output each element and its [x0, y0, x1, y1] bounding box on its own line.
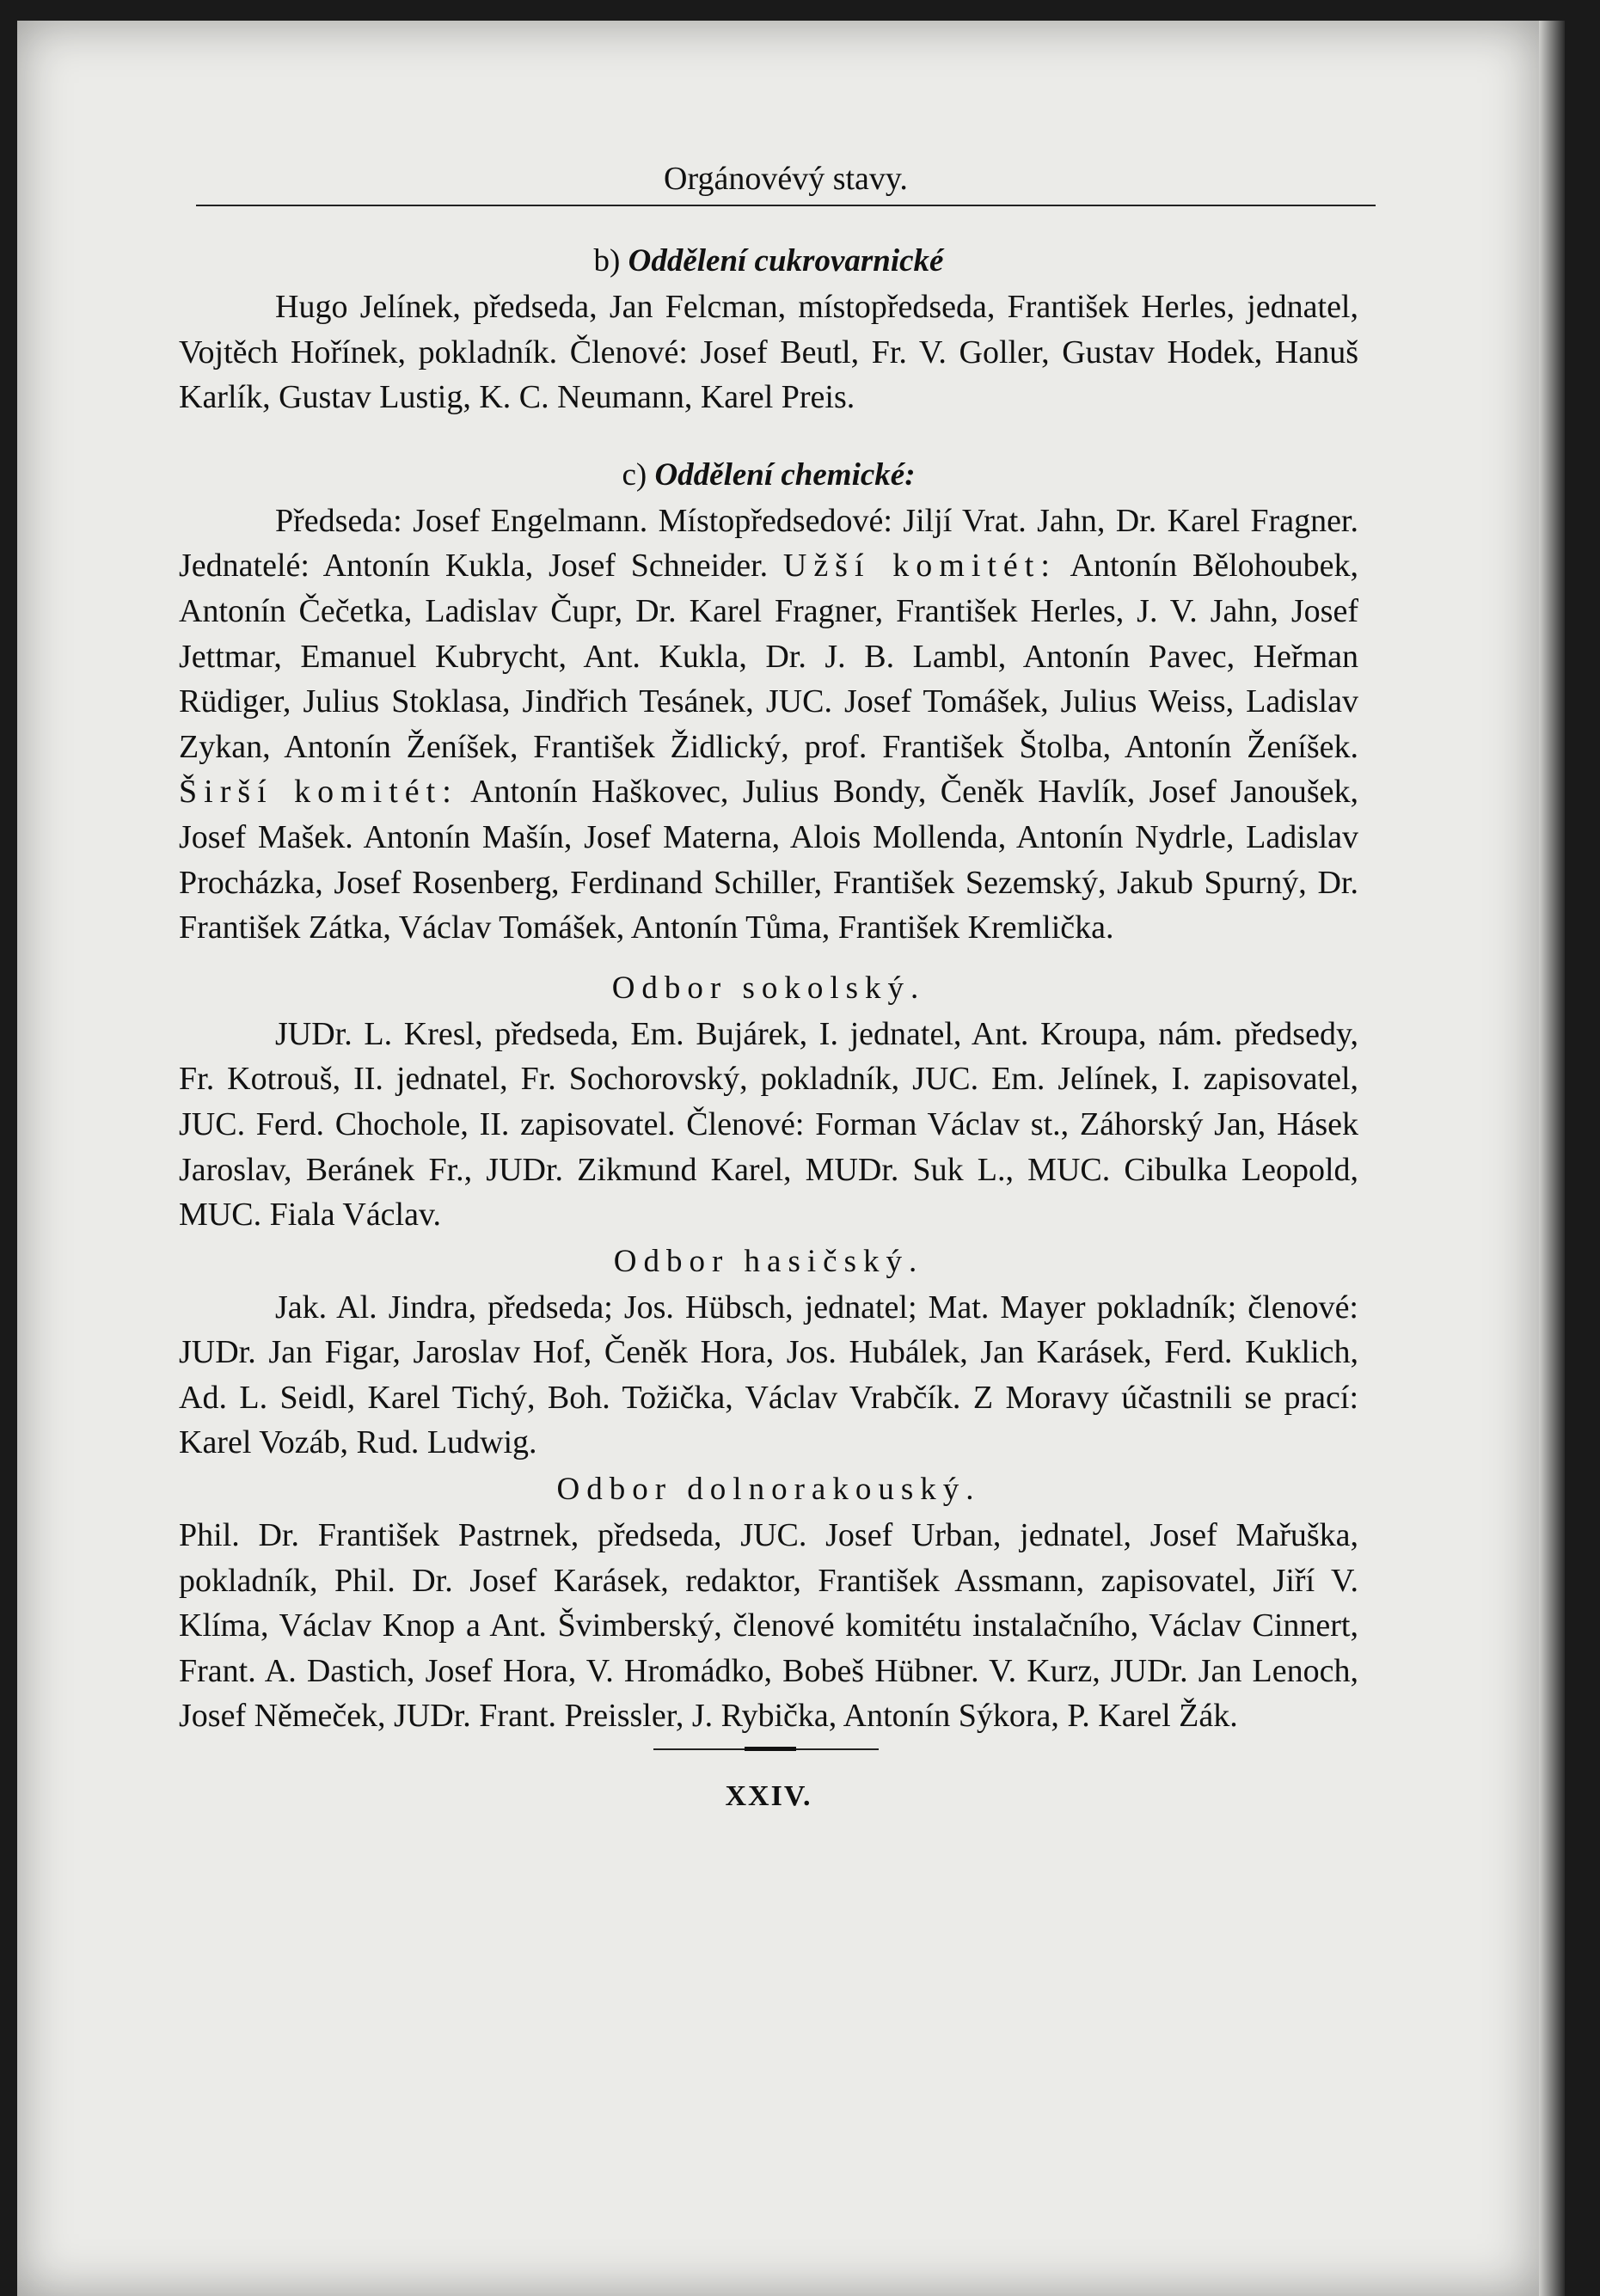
sokol-paragraph: JUDr. L. Kresl, předseda, Em. Bujárek, I. jednatel, Ant. Kroupa, nám. předsedy, Fr. Kotrouš, II. jednatel, Fr. Sochorovský, pokladník, JUC. Em. Jelínek, I. zapisovatel, JUC. Ferd. Chochole, II. zapisovatel. Členové: Forman Václav st., Záhorský Jan, Hásek Jaroslav, Beránek Fr., JUDr. Zikmund Karel, MUDr. Suk L., MUC. Cibulka Leopold, MUC. Fiala Václav.: [179, 1015, 1358, 1234]
section-c-text-3: Antonín Haškovec, Julius Bondy, Čeněk Havlík, Josef Janoušek, Josef Mašek. Antonín Mašín, Josef Materna, Alois Mollenda, Antonín Nydrle, Ladislav Procházka, Josef Rosenberg, Ferdinand Schiller, František Sezemský, Jakub Spurný, Dr. František Zátka, Václav Tomášek, Antonín Tůma, František Kremlička.: [179, 774, 1358, 946]
section-c-text-2: Antonín Bělohoubek, Antonín Čečetka, Ladislav Čupr, Dr. Karel Fragner, František Herles, J. V. Jahn, Josef Jettmar, Emanuel Kubrycht, Ant. Kukla, Dr. J. B. Lambl, Antonín Pavec, Heřman Rüdiger, Julius Stoklasa, Jindřich Tesánek, JUC. Josef Tomášek, Julius Weiss, Ladislav Zykan, Antonín Ženíšek, František Židlický, prof. František Štolba, Antonín Ženíšek.: [179, 548, 1358, 765]
uzsi-komitet-label: Užší komitét:: [782, 548, 1057, 585]
sirsi-komitet-label: Širší komitét:: [179, 774, 458, 811]
decorative-rule: [653, 1748, 879, 1750]
section-c-label: c): [622, 456, 647, 493]
section-c-paragraph: [179, 499, 1358, 951]
book-spine-shadow: [1539, 21, 1565, 2296]
hasic-title: Odbor hasičský.: [613, 1243, 924, 1279]
sokol-title: Odbor sokolský.: [611, 970, 926, 1006]
section-c-text-1: Předseda: Josef Engelmann. Místopředsedové: Jiljí Vrat. Jahn, Dr. Karel Fragner. Jednatelé: Antonín Kukla, Josef Schneider.: [179, 502, 1358, 585]
section-c-title: [179, 456, 1358, 493]
hasic-paragraph: Jak. Al. Jindra, předseda; Jos. Hübsch, jednatel; Mat. Mayer pokladník; členové: JUDr. Jan Figar, Jaroslav Hof, Čeněk Hora, Jos. Hubálek, Jan Karásek, Ferd. Kuklich, Ad. L. Seidl, Karel Tichý, Boh. Tožička, Václav Vrabčík. Z Moravy účastnili se prací: Karel Vozáb, Rud. Ludwig.: [179, 1289, 1358, 1461]
section-b-title: [179, 242, 1358, 279]
section-b-heading: Oddělení cukrovarnické: [628, 243, 944, 279]
section-b-label: b): [593, 243, 621, 279]
section-b-paragraph: Hugo Jelínek, předseda, Jan Felcman, místopředseda, František Herles, jednatel, Vojtěch Hořínek, pokladník. Členové: Josef Beutl, Fr. V. Goller, Gustav Hodek, Hanuš Karlík, Gustav Lustig, K. C. Neumann, Karel Preis.: [179, 289, 1358, 416]
page-number: XXIV.: [725, 1780, 812, 1813]
closing-rule: [179, 1746, 1358, 1761]
running-title: Orgánovévý stavy.: [196, 160, 1376, 206]
dolnorak-paragraph: Phil. Dr. František Pastrnek, předseda, JUC. Josef Urban, jednatel, Josef Mařuška, pokladník, Phil. Dr. Josef Karásek, redaktor, František Assmann, zapisovatel, Jiří V. Klíma, Václav Knop a Ant. Švimberský, členové komitétu instalačního, Václav Cinnert, Frant. A. Dastich, Josef Hora, V. Hromádko, Bobeš Hübner. V. Kurz, JUDr. Jan Lenoch, Josef Němeček, JUDr. Frant. Preissler, J. Rybička, Antonín Sýkora, P. Karel Žák.: [179, 1517, 1358, 1735]
text-block: [179, 160, 1358, 1813]
dolnorak-title: Odbor dolnorakouský.: [556, 1472, 981, 1508]
section-c-heading: Oddělení chemické:: [654, 456, 916, 493]
